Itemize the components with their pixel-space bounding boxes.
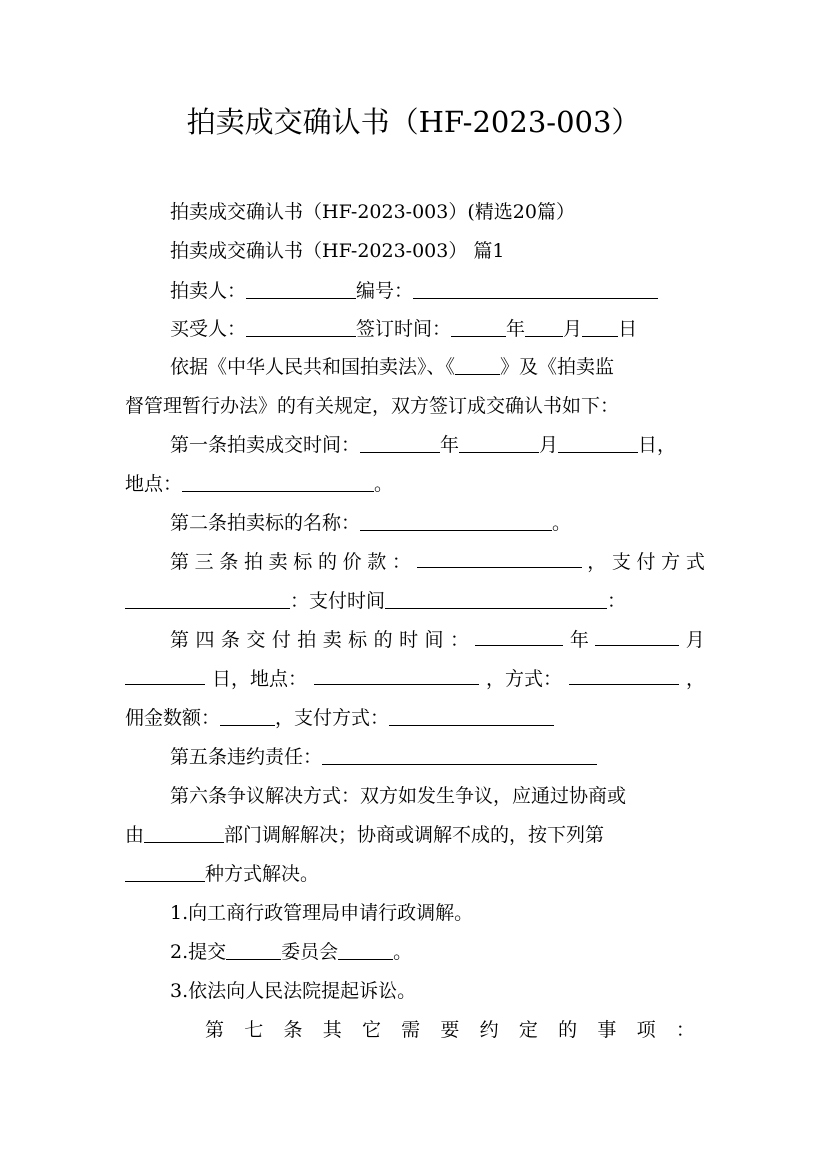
art4-char: ： bbox=[449, 629, 469, 651]
document-title: 拍卖成交确认书（HF-2023-003） bbox=[186, 105, 641, 139]
article-5-line bbox=[170, 744, 705, 770]
art4-method-label: ，方式： bbox=[485, 668, 562, 690]
opt2-text-a: 2.提交 bbox=[170, 941, 227, 963]
art6-text-a: 由 bbox=[125, 824, 145, 846]
article-4-line-1 bbox=[170, 627, 705, 653]
art6-option-blank[interactable] bbox=[125, 863, 205, 882]
article-6-line-2 bbox=[125, 822, 705, 848]
opt2-blank-2[interactable] bbox=[338, 941, 393, 960]
art4-day-blank[interactable] bbox=[125, 666, 205, 685]
buyer-blank[interactable] bbox=[246, 318, 356, 337]
commission-label: 佣金数额： bbox=[125, 707, 221, 729]
opt2-blank-1[interactable] bbox=[226, 941, 281, 960]
art3-char: 支 bbox=[611, 551, 631, 573]
art3-pay-time-blank[interactable] bbox=[385, 590, 607, 609]
basis-line-1 bbox=[170, 354, 705, 380]
month-label: 月 bbox=[563, 318, 583, 340]
auctioneer-blank[interactable] bbox=[246, 280, 356, 299]
article-1-place-line bbox=[125, 471, 705, 497]
art1-period: 。 bbox=[374, 473, 394, 495]
art3-char: 款 bbox=[367, 551, 387, 573]
article-7-line bbox=[205, 1017, 695, 1043]
art7-char: 条 bbox=[283, 1019, 303, 1041]
art4-char: 条 bbox=[220, 629, 240, 651]
art6-text-c: 种方式解决。 bbox=[205, 863, 320, 885]
option-1: 1.向工商行政管理局申请行政调解。 bbox=[170, 902, 474, 924]
art4-char: 标 bbox=[348, 629, 368, 651]
day-label: 日 bbox=[618, 318, 638, 340]
article-5-label: 第五条违约责任： bbox=[170, 746, 323, 768]
sign-month-blank[interactable] bbox=[525, 318, 563, 337]
art4-comma: ， bbox=[685, 668, 705, 690]
article-2-label: 第二条拍卖标的名称： bbox=[170, 512, 361, 534]
art3-char: 拍 bbox=[243, 551, 263, 573]
art4-char: 第 bbox=[170, 629, 190, 651]
art3-char: 付 bbox=[636, 551, 656, 573]
number-blank[interactable] bbox=[413, 280, 658, 299]
basis-text-b: 》及《拍卖监 bbox=[500, 356, 615, 378]
art7-char: 它 bbox=[361, 1019, 381, 1041]
art4-char: 交 bbox=[246, 629, 266, 651]
art4-place-label: 日，地点： bbox=[211, 668, 307, 690]
sign-day-blank[interactable] bbox=[582, 318, 618, 337]
art4-place-blank[interactable] bbox=[314, 666, 479, 685]
commission-pay-label: ，支付方式： bbox=[275, 707, 390, 729]
art4-month: 月 bbox=[685, 629, 705, 651]
basis-text-a: 依据《中华人民共和国拍卖法》、《 bbox=[170, 356, 456, 378]
art7-char: 项 bbox=[636, 1019, 656, 1041]
article-1-label: 第一条拍卖成交时间： bbox=[170, 434, 361, 456]
art7-char: 第 bbox=[205, 1019, 225, 1041]
art7-char: ： bbox=[675, 1019, 695, 1041]
art3-char: ： bbox=[391, 551, 411, 573]
art4-month-blank[interactable] bbox=[595, 627, 679, 646]
option-3: 3.依法向人民法院提起诉讼。 bbox=[170, 980, 417, 1002]
art1-year-blank[interactable] bbox=[360, 434, 440, 453]
article-3-line-2 bbox=[125, 588, 705, 614]
article-4-line-3 bbox=[125, 705, 705, 731]
commission-blank[interactable] bbox=[220, 707, 275, 726]
art4-year: 年 bbox=[569, 629, 589, 651]
art3-char: 标 bbox=[293, 551, 313, 573]
art1-year: 年 bbox=[440, 434, 460, 456]
auctioneer-label: 拍卖人： bbox=[170, 280, 247, 302]
art3-char: 的 bbox=[317, 551, 337, 573]
option-2 bbox=[170, 939, 705, 965]
basis-line-2: 督管理暂行办法》的有关规定，双方签订成交确认书如下： bbox=[125, 395, 620, 417]
opt2-period: 。 bbox=[393, 941, 413, 963]
art6-dept-blank[interactable] bbox=[144, 824, 224, 843]
article-6-line-1: 第六条争议解决方式：双方如发生争议，应通过协商或 bbox=[170, 785, 627, 807]
article-6-line-3 bbox=[125, 861, 705, 887]
art3-char: 方 bbox=[661, 551, 681, 573]
art4-year-blank[interactable] bbox=[475, 627, 563, 646]
article-3-line-1 bbox=[170, 549, 705, 575]
art7-char: 七 bbox=[244, 1019, 264, 1041]
art4-char: 卖 bbox=[322, 629, 342, 651]
art5-liability-blank[interactable] bbox=[322, 746, 597, 765]
art3-char: 三 bbox=[194, 551, 214, 573]
buyer-line bbox=[170, 316, 705, 342]
auctioneer-line bbox=[170, 278, 705, 304]
art4-char: 四 bbox=[195, 629, 215, 651]
art2-period: 。 bbox=[552, 512, 572, 534]
art7-char: 事 bbox=[597, 1019, 617, 1041]
art3-method-blank[interactable] bbox=[125, 590, 290, 609]
art3-char: 价 bbox=[342, 551, 362, 573]
art3-char: 第 bbox=[170, 551, 190, 573]
article-4-line-2 bbox=[125, 666, 705, 692]
art1-month: 月 bbox=[539, 434, 559, 456]
art1-place-label: 地点： bbox=[125, 473, 183, 495]
art1-day: 日， bbox=[638, 434, 677, 456]
art3-char: 条 bbox=[219, 551, 239, 573]
basis-law-blank[interactable] bbox=[455, 356, 500, 375]
buyer-label: 买受人： bbox=[170, 318, 247, 340]
art4-char: 时 bbox=[399, 629, 419, 651]
art7-char: 要 bbox=[440, 1019, 460, 1041]
article-1-line bbox=[170, 432, 705, 458]
art3-pay-time-label: ：支付时间 bbox=[290, 590, 386, 612]
art7-char: 需 bbox=[401, 1019, 421, 1041]
art4-char: 付 bbox=[271, 629, 291, 651]
sign-time-label: 签订时间： bbox=[356, 318, 452, 340]
commission-pay-blank[interactable] bbox=[389, 707, 554, 726]
art7-char: 约 bbox=[479, 1019, 499, 1041]
article-2-line bbox=[170, 510, 705, 536]
article-heading: 拍卖成交确认书（HF-2023-003） 篇1 bbox=[170, 240, 505, 262]
art4-char: 拍 bbox=[297, 629, 317, 651]
year-label: 年 bbox=[506, 318, 526, 340]
art3-char: 卖 bbox=[268, 551, 288, 573]
art1-day-blank[interactable] bbox=[558, 434, 638, 453]
art4-method-blank[interactable] bbox=[569, 666, 679, 685]
art2-name-blank[interactable] bbox=[360, 512, 552, 531]
art3-colon: ： bbox=[607, 590, 627, 612]
number-label: 编号： bbox=[356, 280, 414, 302]
art3-char: ， bbox=[587, 551, 607, 573]
opt2-text-b: 委员会 bbox=[281, 941, 339, 963]
art6-text-b: 部门调解解决；协商或调解不成的，按下列第 bbox=[224, 824, 605, 846]
art7-char: 定 bbox=[518, 1019, 538, 1041]
art3-price-blank[interactable] bbox=[417, 549, 582, 568]
art1-month-blank[interactable] bbox=[459, 434, 539, 453]
art1-place-blank[interactable] bbox=[182, 473, 374, 492]
art3-char: 式 bbox=[685, 551, 705, 573]
subtitle: 拍卖成交确认书（HF-2023-003）(精选20篇） bbox=[170, 201, 575, 223]
art7-char: 的 bbox=[558, 1019, 578, 1041]
art4-char: 间 bbox=[424, 629, 444, 651]
sign-year-blank[interactable] bbox=[451, 318, 506, 337]
art7-char: 其 bbox=[322, 1019, 342, 1041]
art4-char: 的 bbox=[373, 629, 393, 651]
